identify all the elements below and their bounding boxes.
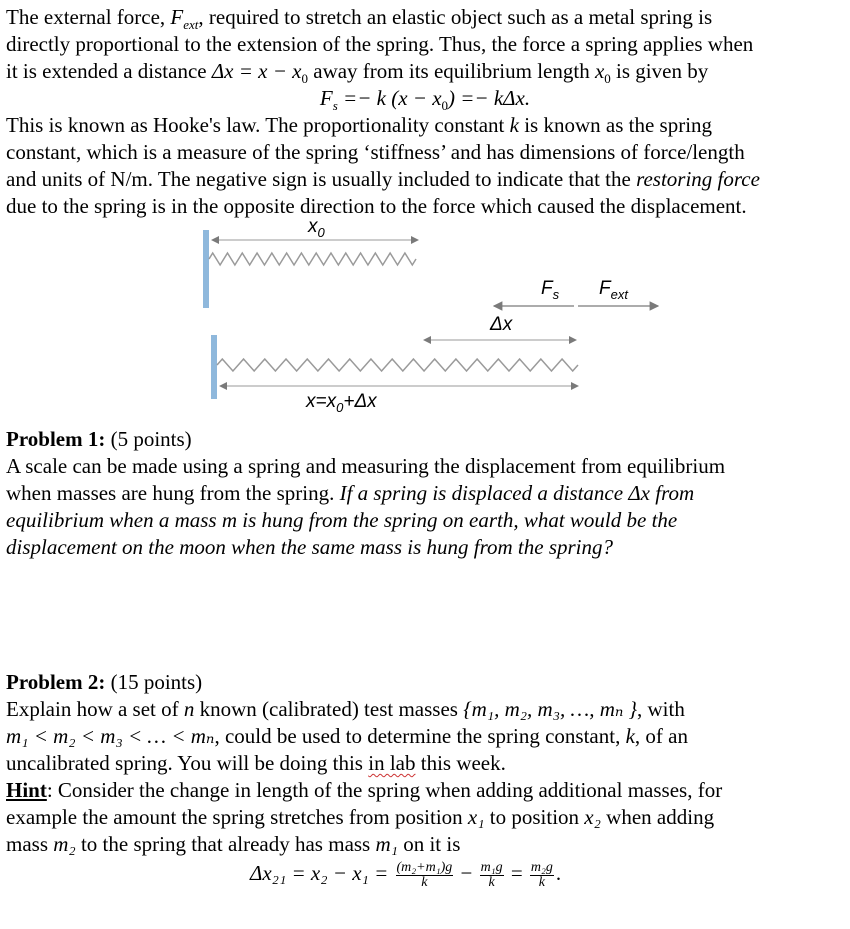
fraction-3: $\frac{\text{m₂g}}{k}$	[530, 859, 553, 890]
label-x-total: $x=x_0+\Delta x$	[306, 391, 377, 415]
problem1-line-4: displacement on the moon when the same mass is hung from the spring?	[6, 535, 614, 559]
hooke-equation: $F_s =- k$ $(x - x_0) =- k\Delta x$.	[319, 86, 531, 114]
problem2-equation: Δx₂₁ = x₂ − x₁ = $\frac{\text{(m₂+m₁)g}}{k}$ − $\frac{\text{m₁g}}{k}$ = $\frac{\text{m₂g}}{k}$ .	[250, 859, 562, 890]
wall-bottom	[211, 335, 217, 399]
label-fext: $F_{ext}$	[599, 278, 628, 302]
problem2-heading: Problem 2: (15 points)	[6, 670, 203, 694]
label-x0: $x_0$	[308, 220, 325, 240]
hooke-line-1: This is known as Hooke's law. The proportionality constant k is known as the spring	[6, 113, 713, 137]
label-dx: Δx	[490, 314, 513, 335]
intro-line-2: directly proportional to the extension of the spring. Thus, the force a spring applies when	[6, 32, 754, 56]
spring-top	[209, 253, 416, 265]
fraction-2: $\frac{\text{m₁g}}{k}$	[480, 859, 503, 890]
problem1-line-3: equilibrium when a mass m is hung from the spring on earth, what would be the	[6, 508, 678, 532]
spring-diagram-svg	[6, 220, 844, 426]
intro-line-1: The external force, $F_{ext}$, required to stretch an elastic object such as a metal spring is	[6, 5, 713, 33]
hooke-line-3: and units of N/m. The negative sign is usually included to indicate that the restoring force	[6, 167, 760, 191]
spring-diagram	[6, 220, 844, 426]
problem2-line-5: example the amount the spring stretches from position x₁ to position x₂ when adding	[6, 805, 715, 829]
problem1-line-1: A scale can be made using a spring and measuring the displacement from equilibrium	[6, 454, 726, 478]
answer-space	[6, 561, 844, 669]
problem2-line-6: mass m₂ to the spring that already has mass m₁ on it is	[6, 832, 461, 856]
problem1-line-2: when masses are hung from the spring. If a spring is displaced a distance Δx from	[6, 481, 695, 505]
label-fs: $F_s$	[541, 278, 560, 302]
intro-line-3: it is extended a distance $\Delta x = x - x_0$ away from its equilibrium length $x_0$ is given by	[6, 59, 709, 87]
wall-top	[203, 230, 209, 308]
fraction-1: $\frac{\text{(m₂+m₁)g}}{k}$	[396, 859, 453, 890]
problem2-line-1: Explain how a set of n known (calibrated) test masses {m₁, m₂, m₃, …, mₙ }, with	[6, 697, 685, 721]
spring-bottom	[217, 359, 578, 371]
problem2-line-3: uncalibrated spring. You will be doing this in lab this week.	[6, 751, 506, 775]
problem1-heading: Problem 1: (5 points)	[6, 427, 192, 451]
document-page	[6, 4, 844, 890]
hooke-line-2: constant, which is a measure of the spring ‘stiffness’ and has dimensions of force/length	[6, 140, 745, 164]
hooke-line-4: due to the spring is in the opposite direction to the force which caused the displacement.	[6, 194, 747, 218]
problem2-hint-line: Hint: Consider the change in length of the spring when adding additional masses, for	[6, 778, 723, 802]
problem2-line-2: m₁ < m₂ < m₃ < … < mₙ, could be used to determine the spring constant, k, of an	[6, 724, 688, 748]
